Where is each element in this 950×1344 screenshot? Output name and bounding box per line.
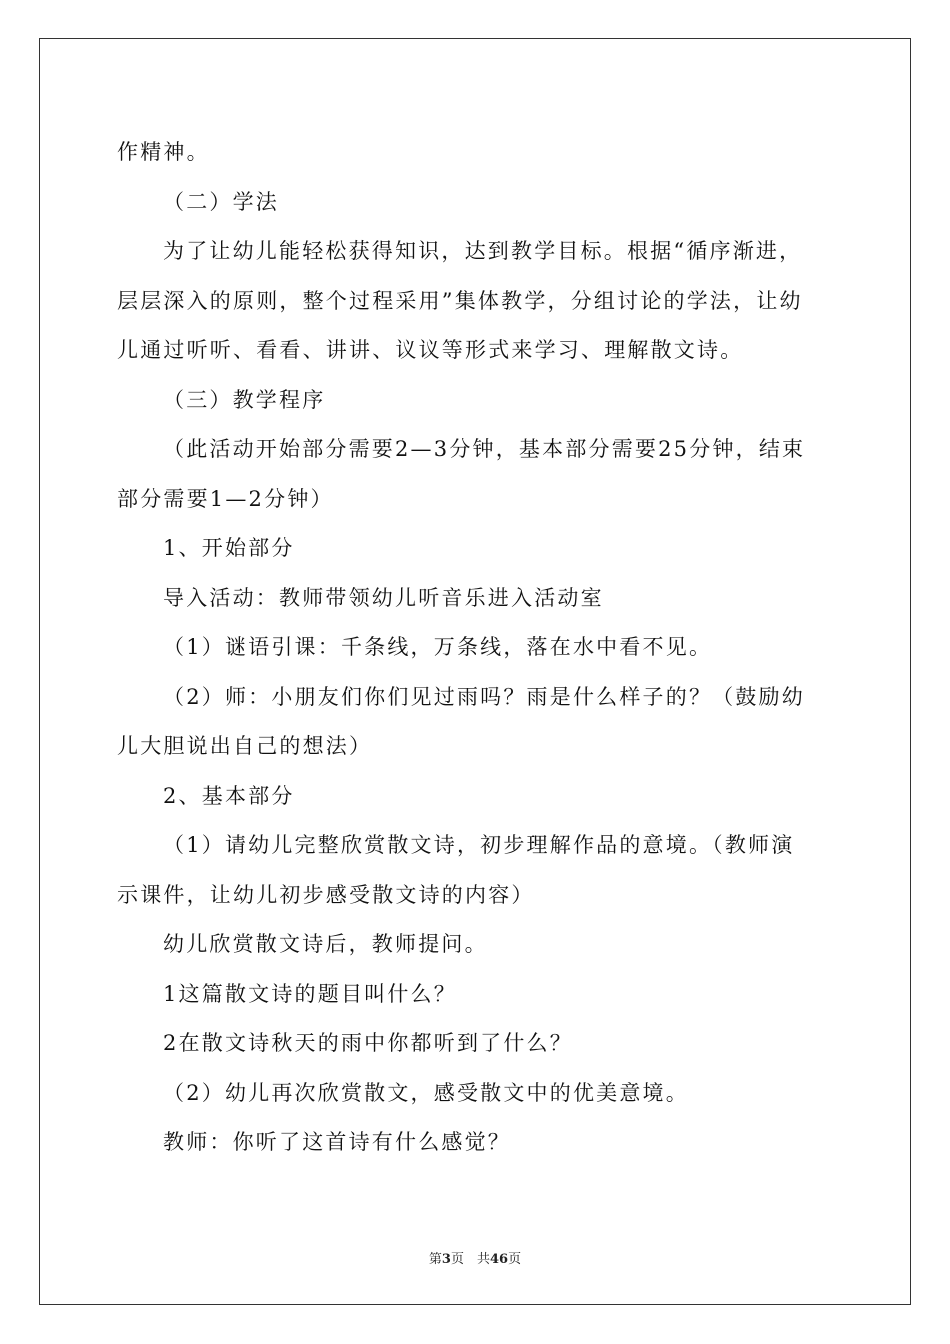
text-line: （2）幼儿再次欣赏散文，感受散文中的优美意境。 [163, 1080, 689, 1105]
page-footer [0, 1248, 950, 1267]
text-line: 儿通过听听、看看、讲讲、议议等形式来学习、理解散文诗。 [117, 338, 744, 362]
text-line: 部分需要1—2分钟） [117, 486, 334, 511]
subsection-heading-basic: 2、基本部分 [163, 783, 295, 808]
text-line: 示课件，让幼儿初步感受散文诗的内容） [117, 882, 535, 907]
text-line: 儿大胆说出自己的想法） [117, 734, 373, 758]
subsection-heading-opening: 1、开始部分 [163, 536, 295, 560]
text-line: 作精神。 [117, 140, 210, 164]
text-line: 导入活动：教师带领幼儿听音乐进入活动室 [163, 585, 604, 610]
footer-middle: 页 共 [450, 1252, 490, 1267]
text-line: 幼儿欣赏散文诗后，教师提问。 [163, 932, 488, 956]
text-line: （1）谜语引课：千条线，万条线，落在水中看不见。 [163, 635, 713, 659]
text-line: 为了让幼儿能轻松获得知识，达到教学目标。根据“循序渐进， [163, 239, 803, 263]
footer-prefix: 第 [428, 1252, 442, 1267]
section-heading-teaching-procedure: （三）教学程序 [163, 387, 326, 412]
text-line: 层层深入的原则，整个过程采用”集体教学，分组讨论的学法，让幼 [117, 288, 803, 313]
document-body [117, 128, 837, 1168]
text-line: 1这篇散文诗的题目叫什么？ [163, 981, 457, 1006]
text-line: （2）师：小朋友们你们见过雨吗？雨是什么样子的？（鼓励幼 [163, 684, 805, 709]
text-line: 教师：你听了这首诗有什么感觉？ [163, 1130, 511, 1154]
page-number: 3 [441, 1252, 451, 1267]
total-pages: 46 [489, 1252, 509, 1267]
text-line: （1）请幼儿完整欣赏散文诗，初步理解作品的意境。（教师演 [163, 833, 795, 857]
text-line: （此活动开始部分需要2—3分钟，基本部分需要25分钟，结束 [163, 437, 806, 461]
section-heading-study-method: （二）学法 [163, 189, 279, 214]
text-line: 2在散文诗秋天的雨中你都听到了什么？ [163, 1031, 573, 1055]
footer-suffix: 页 [508, 1252, 522, 1267]
